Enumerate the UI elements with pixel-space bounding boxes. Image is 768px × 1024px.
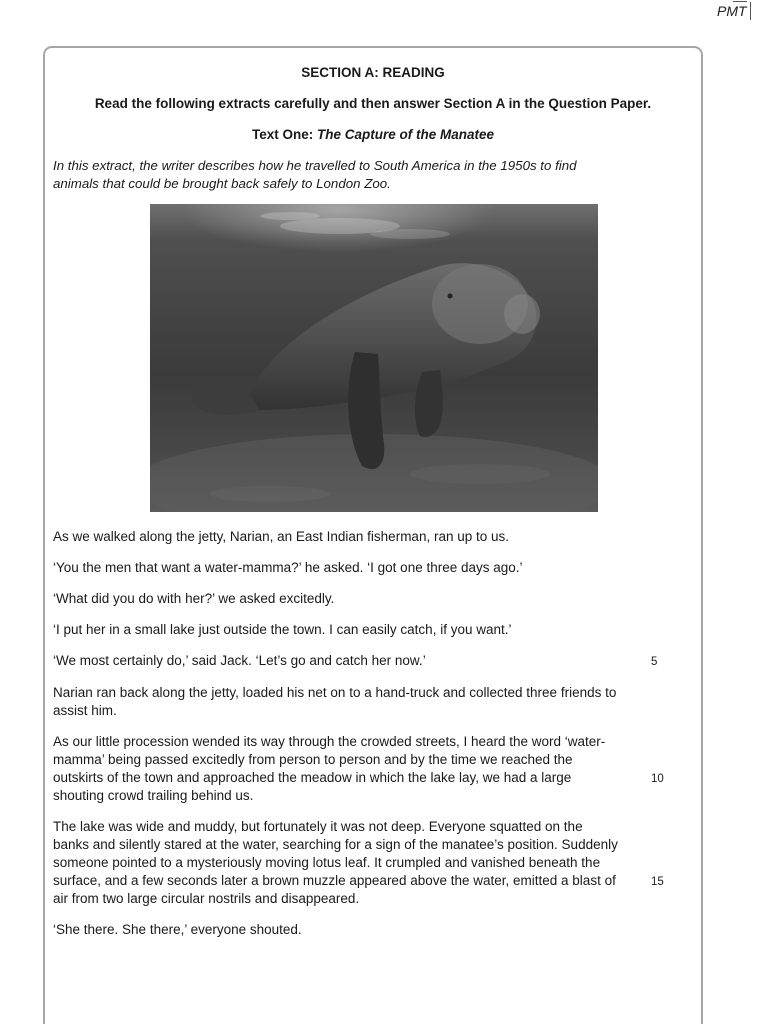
manatee-photo: [150, 204, 598, 512]
line-number-10: 10: [651, 773, 664, 785]
text-label: Text One:: [251, 127, 317, 142]
paragraph-8: The lake was wide and muddy, but fortunately it was not deep. Everyone squatted on the banks and silently stared at the water, searching for a sign of the manatee’s position. Suddenly someone pointed to a mysteriously moving lotus leaf. It crumpled and vanished beneath the surface, and a few seconds later a brown muzzle appeared above the water, emitted a blast of air from two large circular nostrils and disappeared.: [53, 819, 618, 906]
intro-text: In this extract, the writer describes how he travelled to South America in the 1950s to find animals that could be brought back safely to London Zoo.: [53, 158, 577, 191]
paragraph-6: Narian ran back along the jetty, loaded his net on to a hand-truck and collected three friends to assist him.: [53, 685, 617, 718]
text-heading: [45, 126, 701, 144]
pmt-watermark: PMT: [717, 2, 751, 20]
line-number-15: 15: [651, 876, 664, 888]
paragraph-7: As our little procession wended its way through the crowded streets, I heard the word ‘water-mamma’ being passed excitedly from person to person and by the time we reached the outskirts of the town and approached the meadow in which the lake lay, we had a large shouting crowd trailing behind us.: [53, 734, 606, 803]
paragraph-5: ‘We most certainly do,’ said Jack. ‘Let’s go and catch her now.’: [53, 653, 426, 668]
text-title: The Capture of the Manatee: [316, 127, 495, 142]
paragraph-3: ‘What did you do with her?’ we asked excitedly.: [53, 591, 335, 606]
line-number-5: 5: [651, 656, 658, 668]
paragraph-9: ‘She there. She there,’ everyone shouted.: [53, 922, 302, 937]
instruction: Read the following extracts carefully and then answer Section A in the Question Paper.: [94, 96, 652, 111]
paragraph-4: ‘I put her in a small lake just outside the town. I can easily catch, if you want.’: [53, 622, 512, 637]
paragraph-1: As we walked along the jetty, Narian, an East Indian fisherman, ran up to us.: [53, 529, 510, 544]
manatee-image: [150, 204, 598, 512]
section-title: SECTION A: READING: [301, 65, 445, 80]
paragraph-2: ‘You the men that want a water-mamma?’ he asked. ‘I got one three days ago.’: [53, 560, 523, 575]
